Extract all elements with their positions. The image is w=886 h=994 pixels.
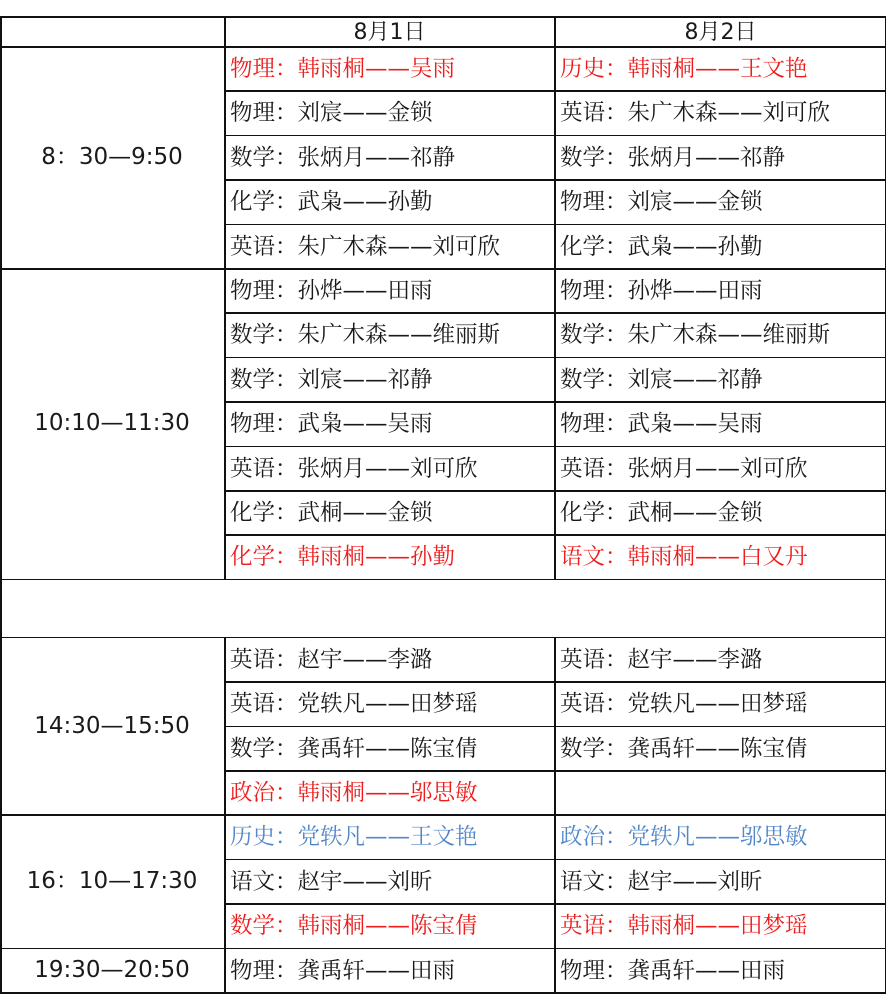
time-slot-label: 14:30—15:50 [34,712,190,739]
grid-line [224,46,226,268]
header-date-day1: 8月1日 [353,20,426,45]
class-cell-day1: 物理：刘宸——金锁 [230,100,433,127]
class-cell-day2: 物理：武枭——吴雨 [560,411,763,438]
class-cell-day1: 化学：武枭——孙勤 [230,189,433,216]
class-cell-day1: 物理：武枭——吴雨 [230,411,433,438]
class-cell-day1: 物理：孙烨——田雨 [230,278,433,304]
class-cell-day1: 物理：龚禹轩——田雨 [230,957,456,984]
class-cell-day2: 化学：武桐——金锁 [560,500,763,526]
class-cell-day1: 化学：韩雨桐——孙勤 [230,544,456,571]
class-cell-day1: 英语：党轶凡——田梦瑶 [230,691,478,718]
grid-line [0,46,2,268]
class-cell-day1: 数学：龚禹轩——陈宝倩 [230,735,478,762]
block-border [0,579,886,581]
block-border [0,814,886,816]
grid-line [224,814,226,947]
time-slot-label: 16：10—17:30 [26,868,198,894]
grid-line [0,948,2,992]
grid-line [554,637,556,815]
class-cell-day2: 英语：赵宇——李潞 [560,646,763,673]
header-date-day2: 8月2日 [684,20,757,45]
class-cell-day1: 英语：赵宇——李潞 [230,646,433,673]
time-slot-label: 19:30—20:50 [34,956,190,983]
time-slot-label: 10:10—11:30 [34,410,190,437]
grid-line [554,16,556,46]
class-cell-day2: 物理：刘宸——金锁 [560,189,763,216]
class-cell-day2: 英语：朱广木森——刘可欣 [560,100,831,127]
class-cell-day2: 数学：龚禹轩——陈宝倩 [560,735,808,762]
class-cell-day1: 历史：党轶凡——王文艳 [230,824,478,851]
class-cell-day2: 化学：武枭——孙勤 [560,233,763,260]
break-row-border [0,637,886,639]
time-slot-label: 8：30—9:50 [41,144,183,170]
class-cell-day1: 英语：朱广木森——刘可欣 [230,233,501,260]
class-cell-day2: 语文：韩雨桐——白又丹 [560,544,808,571]
class-cell-day1: 数学：张炳月——祁静 [230,144,456,171]
block-border [0,992,886,994]
grid-line [0,16,2,46]
header-bottom-border [0,46,886,48]
class-cell-day2: 政治：党轶凡——邬思敏 [560,824,808,851]
class-cell-day1: 化学：武桐——金锁 [230,500,433,526]
class-cell-day2: 数学：刘宸——祁静 [560,366,763,393]
grid-line [554,948,556,992]
grid-line [554,268,556,579]
grid-line [554,46,556,268]
grid-line [0,814,2,947]
class-cell-day2: 数学：朱广木森——维丽斯 [560,322,831,349]
grid-line [0,579,2,637]
grid-line [224,948,226,992]
class-cell-day2: 物理：孙烨——田雨 [560,278,763,304]
class-cell-day1: 英语：张炳月——刘可欣 [230,455,478,482]
grid-line [224,268,226,579]
class-cell-day2: 物理：龚禹轩——田雨 [560,957,786,984]
table-top-border [0,16,886,18]
grid-line [0,637,2,815]
grid-line [224,637,226,815]
class-cell-day2: 英语：党轶凡——田梦瑶 [560,691,808,718]
block-border [0,948,886,950]
class-cell-day2: 英语：张炳月——刘可欣 [560,455,808,482]
class-cell-day1: 数学：刘宸——祁静 [230,366,433,393]
grid-line [0,268,2,579]
grid-line [554,814,556,947]
class-cell-day2: 数学：张炳月——祁静 [560,144,786,171]
class-cell-day1: 政治：韩雨桐——邬思敏 [230,780,478,806]
class-cell-day2: 历史：韩雨桐——王文艳 [560,56,808,82]
class-cell-day1: 语文：赵宇——刘昕 [230,868,433,895]
class-cell-day2: 英语：韩雨桐——田梦瑶 [560,913,808,940]
class-cell-day1: 物理：韩雨桐——吴雨 [230,56,456,82]
class-cell-day2: 语文：赵宇——刘昕 [560,868,763,895]
class-cell-day1: 数学：韩雨桐——陈宝倩 [230,913,478,940]
block-border [0,268,886,270]
class-cell-day1: 数学：朱广木森——维丽斯 [230,322,501,349]
grid-line [224,16,226,46]
